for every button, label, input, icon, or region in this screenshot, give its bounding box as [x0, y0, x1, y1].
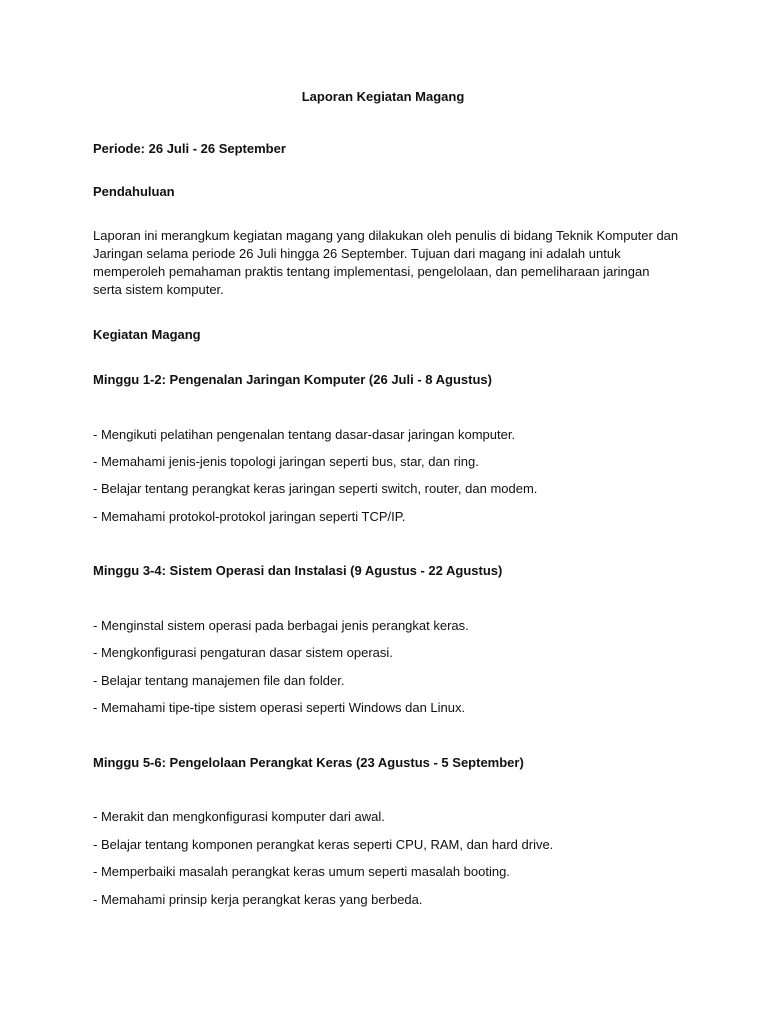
list-item: - Belajar tentang manajemen file dan folder. [93, 673, 345, 688]
list-item: - Belajar tentang komponen perangkat keras seperti CPU, RAM, dan hard drive. [93, 837, 554, 852]
week-heading: Minggu 5-6: Pengelolaan Perangkat Keras (23 Agustus - 5 September) [93, 755, 524, 770]
intro-line: Laporan ini merangkum kegiatan magang yang dilakukan oleh penulis di bidang Teknik Komputer dan [93, 228, 679, 243]
week-heading: Minggu 3-4: Sistem Operasi dan Instalasi (9 Agustus - 22 Agustus) [93, 563, 503, 578]
intro-line: serta sistem komputer. [93, 282, 224, 297]
period-line: Periode: 26 Juli - 26 September [93, 141, 286, 156]
list-item: - Belajar tentang perangkat keras jaringan seperti switch, router, dan modem. [93, 481, 538, 496]
intro-heading: Pendahuluan [93, 184, 175, 199]
list-item: - Memahami jenis-jenis topologi jaringan seperti bus, star, dan ring. [93, 454, 479, 469]
week-heading: Minggu 1-2: Pengenalan Jaringan Komputer (26 Juli - 8 Agustus) [93, 372, 492, 387]
intro-paragraph [93, 227, 683, 299]
activities-heading: Kegiatan Magang [93, 327, 201, 342]
intro-line: memperoleh pemahaman praktis tentang implementasi, pengelolaan, dan pemeliharaan jaringan [93, 264, 650, 279]
list-item: - Memperbaiki masalah perangkat keras umum seperti masalah booting. [93, 864, 510, 879]
list-item: - Mengkonfigurasi pengaturan dasar sistem operasi. [93, 645, 393, 660]
list-item: - Merakit dan mengkonfigurasi komputer dari awal. [93, 809, 385, 824]
document-title: Laporan Kegiatan Magang [301, 89, 465, 104]
list-item: - Memahami tipe-tipe sistem operasi seperti Windows dan Linux. [93, 700, 466, 715]
list-item: - Memahami prinsip kerja perangkat keras yang berbeda. [93, 892, 423, 907]
list-item: - Mengikuti pelatihan pengenalan tentang dasar-dasar jaringan komputer. [93, 427, 516, 442]
intro-line: Jaringan selama periode 26 Juli hingga 26 September. Tujuan dari magang ini adalah untuk [93, 246, 621, 261]
list-item: - Memahami protokol-protokol jaringan seperti TCP/IP. [93, 509, 406, 524]
list-item: - Menginstal sistem operasi pada berbagai jenis perangkat keras. [93, 618, 469, 633]
